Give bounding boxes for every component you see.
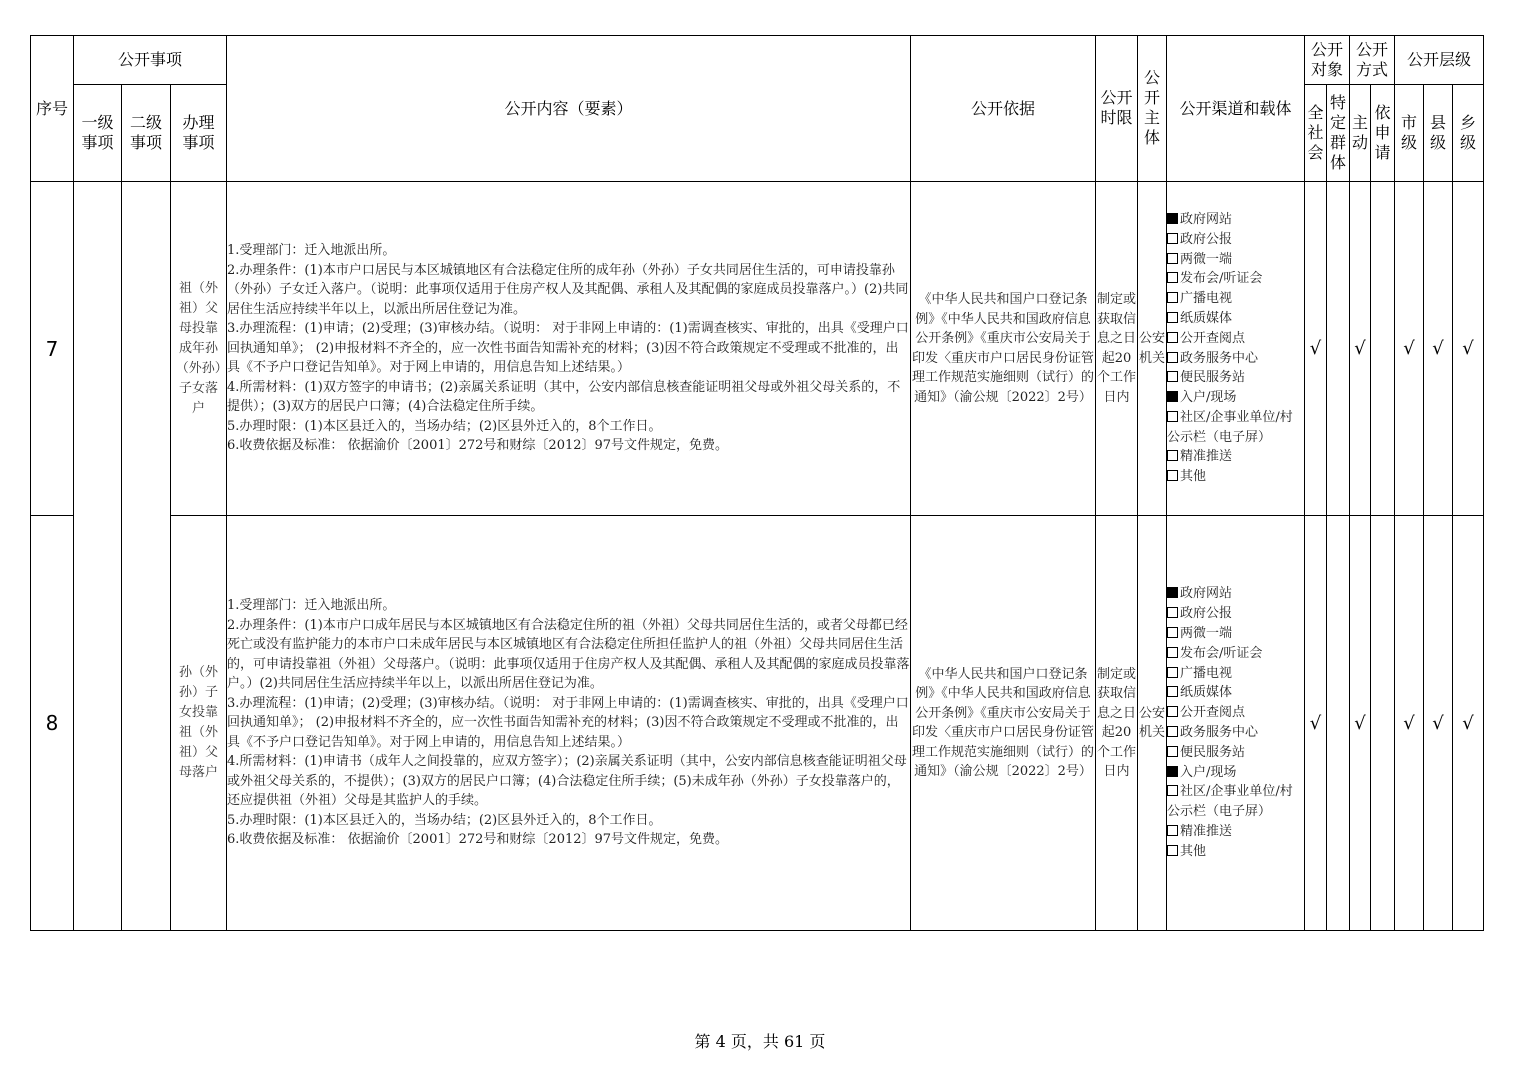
checkbox-icon xyxy=(1167,253,1178,264)
time-limit-cell: 制定或获取信息之日起20个工作日内 xyxy=(1096,516,1138,931)
channel-item: 其他 xyxy=(1167,842,1304,862)
header-level-town: 乡级 xyxy=(1453,85,1484,182)
checkbox-icon xyxy=(1167,312,1178,323)
header-channels: 公开渠道和载体 xyxy=(1167,36,1305,182)
checkbox-icon xyxy=(1167,391,1178,402)
channel-item: 两微一端 xyxy=(1167,624,1304,644)
checkbox-icon xyxy=(1167,825,1178,836)
channels-cell xyxy=(1167,516,1305,931)
table-row xyxy=(31,182,1484,516)
checkbox-icon xyxy=(1167,332,1178,343)
content-line: 5.办理时限：(1)本区县迁入的，当场办结；(2)区县外迁入的，8个工作日。 xyxy=(227,418,662,434)
content-line: 6.收费依据及标准： 依据渝价〔2001〕272号和财综〔2012〕97号文件规定，免费。 xyxy=(227,832,729,848)
header-time-limit: 公开时限 xyxy=(1096,36,1138,182)
channel-item: 精准推送 xyxy=(1167,822,1304,842)
content-line: 4.所需材料：(1)申请书（成年人之间投靠的，应双方签字）；(2)亲属关系证明（其中，公安内部信息核查能证明祖父母或外祖父母关系的，不提供）；(3)双方的居民户口簿；(4)合法稳定住所手续；(5)未成年孙（外孙）子女投靠落户的，还应提供祖（外祖）父母是其监护人的手续。 xyxy=(227,754,907,809)
header-basis: 公开依据 xyxy=(911,36,1096,182)
header-content: 公开内容（要素） xyxy=(227,36,911,182)
handle-item: 祖（外祖）父母投靠成年孙（外孙）子女落户 xyxy=(171,182,227,516)
channel-item: 政府网站 xyxy=(1167,210,1304,230)
basis-cell: 《中华人民共和国户口登记条例》《中华人民共和国政府信息公开条例》《重庆市公安局关于印发〈重庆市户口居民身份证管理工作规范实施细则（试行）的通知》（渝公规〔2022〕2号） xyxy=(911,516,1096,931)
checkbox-icon xyxy=(1167,647,1178,658)
check-all: √ xyxy=(1305,182,1327,516)
subject-cell: 公安机关 xyxy=(1138,516,1167,931)
checkbox-icon xyxy=(1167,470,1178,481)
check-specific xyxy=(1327,516,1350,931)
checkbox-icon xyxy=(1167,292,1178,303)
content-line: 3.办理流程：(1)申请；(2)受理；(3)审核办结。（说明： 对于非网上申请的：(1)需调查核实、审批的，出具《受理户口回执通知单》； (2)申报材料不齐全的，应一次性书面告知需补充的材料；(3)因不符合政策规定不受理或不批准的，出具《不予户口登记告知单》。对于网上申请的，用信息告知上述结果。） xyxy=(227,695,909,750)
checkbox-icon xyxy=(1167,411,1178,422)
check-county: √ xyxy=(1424,182,1453,516)
channels-cell xyxy=(1167,182,1305,516)
header-method: 公开方式 xyxy=(1350,36,1395,85)
channel-item: 公开查阅点 xyxy=(1167,329,1304,349)
checkbox-icon xyxy=(1167,686,1178,697)
page-footer: 第 4 页，共 61 页 xyxy=(694,1032,826,1051)
channel-item: 广播电视 xyxy=(1167,289,1304,309)
level2-cell xyxy=(122,182,171,931)
channel-item: 其他 xyxy=(1167,467,1304,487)
basis-cell: 《中华人民共和国户口登记条例》《中华人民共和国政府信息公开条例》《重庆市公安局关于印发〈重庆市户口居民身份证管理工作规范实施细则（试行）的通知》（渝公规〔2022〕2号） xyxy=(911,182,1096,516)
header-level-county: 县级 xyxy=(1424,85,1453,182)
channel-item: 纸质媒体 xyxy=(1167,309,1304,329)
checkbox-icon xyxy=(1167,371,1178,382)
content-line: 3.办理流程：(1)申请；(2)受理；(3)审核办结。（说明： 对于非网上申请的：(1)需调查核实、审批的，出具《受理户口回执通知单》； (2)申报材料不齐全的，应一次性书面告知需补充的材料；(3)因不符合政策规定不受理或不批准的，出具《不予户口登记告知单》。对于网上申请的，用信息告知上述结果。） xyxy=(227,321,909,376)
header-handle: 办理事项 xyxy=(171,85,227,182)
header-target-specific: 特定群体 xyxy=(1327,85,1350,182)
header-method-active: 主动 xyxy=(1350,85,1371,182)
header-target-all: 全社会 xyxy=(1305,85,1327,182)
row-seq: 7 xyxy=(31,182,74,516)
checkbox-icon xyxy=(1167,627,1178,638)
checkbox-icon xyxy=(1167,233,1178,244)
channel-item: 政府公报 xyxy=(1167,230,1304,250)
channel-item: 社区/企事业单位/村公示栏（电子屏） xyxy=(1167,409,1293,445)
channel-item: 广播电视 xyxy=(1167,664,1304,684)
checkbox-icon xyxy=(1167,706,1178,717)
checkbox-icon xyxy=(1167,352,1178,363)
channel-item: 公开查阅点 xyxy=(1167,703,1304,723)
table-row xyxy=(31,516,1484,931)
header-seq: 序号 xyxy=(31,36,74,182)
channel-item: 入户/现场 xyxy=(1167,763,1304,783)
checkbox-icon xyxy=(1167,272,1178,283)
header-subject: 公开主体 xyxy=(1138,36,1167,182)
header-target: 公开对象 xyxy=(1305,36,1350,85)
disclosure-table xyxy=(30,35,1484,931)
content-line: 6.收费依据及标准： 依据渝价〔2001〕272号和财综〔2012〕97号文件规定，免费。 xyxy=(227,438,729,454)
checkbox-icon xyxy=(1167,726,1178,737)
channel-item: 政务服务中心 xyxy=(1167,349,1304,369)
header-level: 公开层级 xyxy=(1395,36,1484,85)
checkbox-icon xyxy=(1167,587,1178,598)
checkbox-icon xyxy=(1167,746,1178,757)
checkbox-icon xyxy=(1167,845,1178,856)
check-town: √ xyxy=(1453,182,1484,516)
content-cell xyxy=(227,516,911,931)
handle-item: 孙（外孙）子女投靠祖（外祖）父母落户 xyxy=(171,516,227,931)
channel-item: 社区/企事业单位/村公示栏（电子屏） xyxy=(1167,784,1293,820)
subject-cell: 公安机关 xyxy=(1138,182,1167,516)
check-county: √ xyxy=(1424,516,1453,931)
channel-item: 政府网站 xyxy=(1167,584,1304,604)
channel-item: 便民服务站 xyxy=(1167,743,1304,763)
level1-cell xyxy=(74,182,122,931)
channel-item: 发布会/听证会 xyxy=(1167,644,1304,664)
check-request xyxy=(1371,516,1395,931)
content-line: 1.受理部门：迁入地派出所。 xyxy=(227,598,396,614)
checkbox-icon xyxy=(1167,607,1178,618)
check-request xyxy=(1371,182,1395,516)
check-active: √ xyxy=(1350,182,1371,516)
row-seq: 8 xyxy=(31,516,74,931)
checkbox-icon xyxy=(1167,667,1178,678)
content-line: 1.受理部门：迁入地派出所。 xyxy=(227,243,396,259)
header-public-matter: 公开事项 xyxy=(74,36,227,85)
content-cell xyxy=(227,182,911,516)
checkbox-icon xyxy=(1167,785,1178,796)
channel-item: 政务服务中心 xyxy=(1167,723,1304,743)
content-line: 5.办理时限：(1)本区县迁入的，当场办结；(2)区县外迁入的，8个工作日。 xyxy=(227,812,662,828)
check-specific xyxy=(1327,182,1350,516)
channel-item: 纸质媒体 xyxy=(1167,683,1304,703)
header-level-city: 市级 xyxy=(1395,85,1424,182)
check-city: √ xyxy=(1395,516,1424,931)
content-line: 2.办理条件：(1)本市户口成年居民与本区城镇地区有合法稳定住所的祖（外祖）父母共同居住生活的，或者父母都已经死亡或没有监护能力的本市户口未成年居民与本区城镇地区有合法稳定住所担任监护人的祖（外祖）父母共同居住生活的，可申请投靠祖（外祖）父母落户。（说明：此事项仅适用于住房产权人及其配偶、承租人及其配偶的家庭成员投靠落户。）(2)共同居住生活应持续半年以上，以派出所居住登记为准。 xyxy=(227,617,910,692)
check-all: √ xyxy=(1305,516,1327,931)
channel-item: 政府公报 xyxy=(1167,604,1304,624)
channel-item: 便民服务站 xyxy=(1167,368,1304,388)
checkbox-icon xyxy=(1167,213,1178,224)
header-level1: 一级事项 xyxy=(74,85,122,182)
channel-item: 入户/现场 xyxy=(1167,388,1304,408)
check-town: √ xyxy=(1453,516,1484,931)
checkbox-icon xyxy=(1167,766,1178,777)
content-line: 2.办理条件：(1)本市户口居民与本区城镇地区有合法稳定住所的成年孙（外孙）子女共同居住生活的，可申请投靠孙（外孙）子女迁入落户。（说明：此事项仅适用于住房产权人及其配偶、承租人及其配偶的家庭成员投靠落户。）(2)共同居住生活应持续半年以上，以派出所居住登记为准。 xyxy=(227,262,909,317)
header-level2: 二级事项 xyxy=(122,85,171,182)
check-active: √ xyxy=(1350,516,1371,931)
channel-item: 两微一端 xyxy=(1167,250,1304,270)
content-line: 4.所需材料：(1)双方签字的申请书；(2)亲属关系证明（其中，公安内部信息核查能证明祖父母或外祖父母关系的，不提供）；(3)双方的居民户口簿；(4)合法稳定住所手续。 xyxy=(227,379,901,415)
check-city: √ xyxy=(1395,182,1424,516)
header-method-request: 依申请 xyxy=(1371,85,1395,182)
time-limit-cell: 制定或获取信息之日起20个工作日内 xyxy=(1096,182,1138,516)
channel-item: 精准推送 xyxy=(1167,447,1304,467)
channel-item: 发布会/听证会 xyxy=(1167,269,1304,289)
checkbox-icon xyxy=(1167,450,1178,461)
header-row-1 xyxy=(31,36,1484,85)
